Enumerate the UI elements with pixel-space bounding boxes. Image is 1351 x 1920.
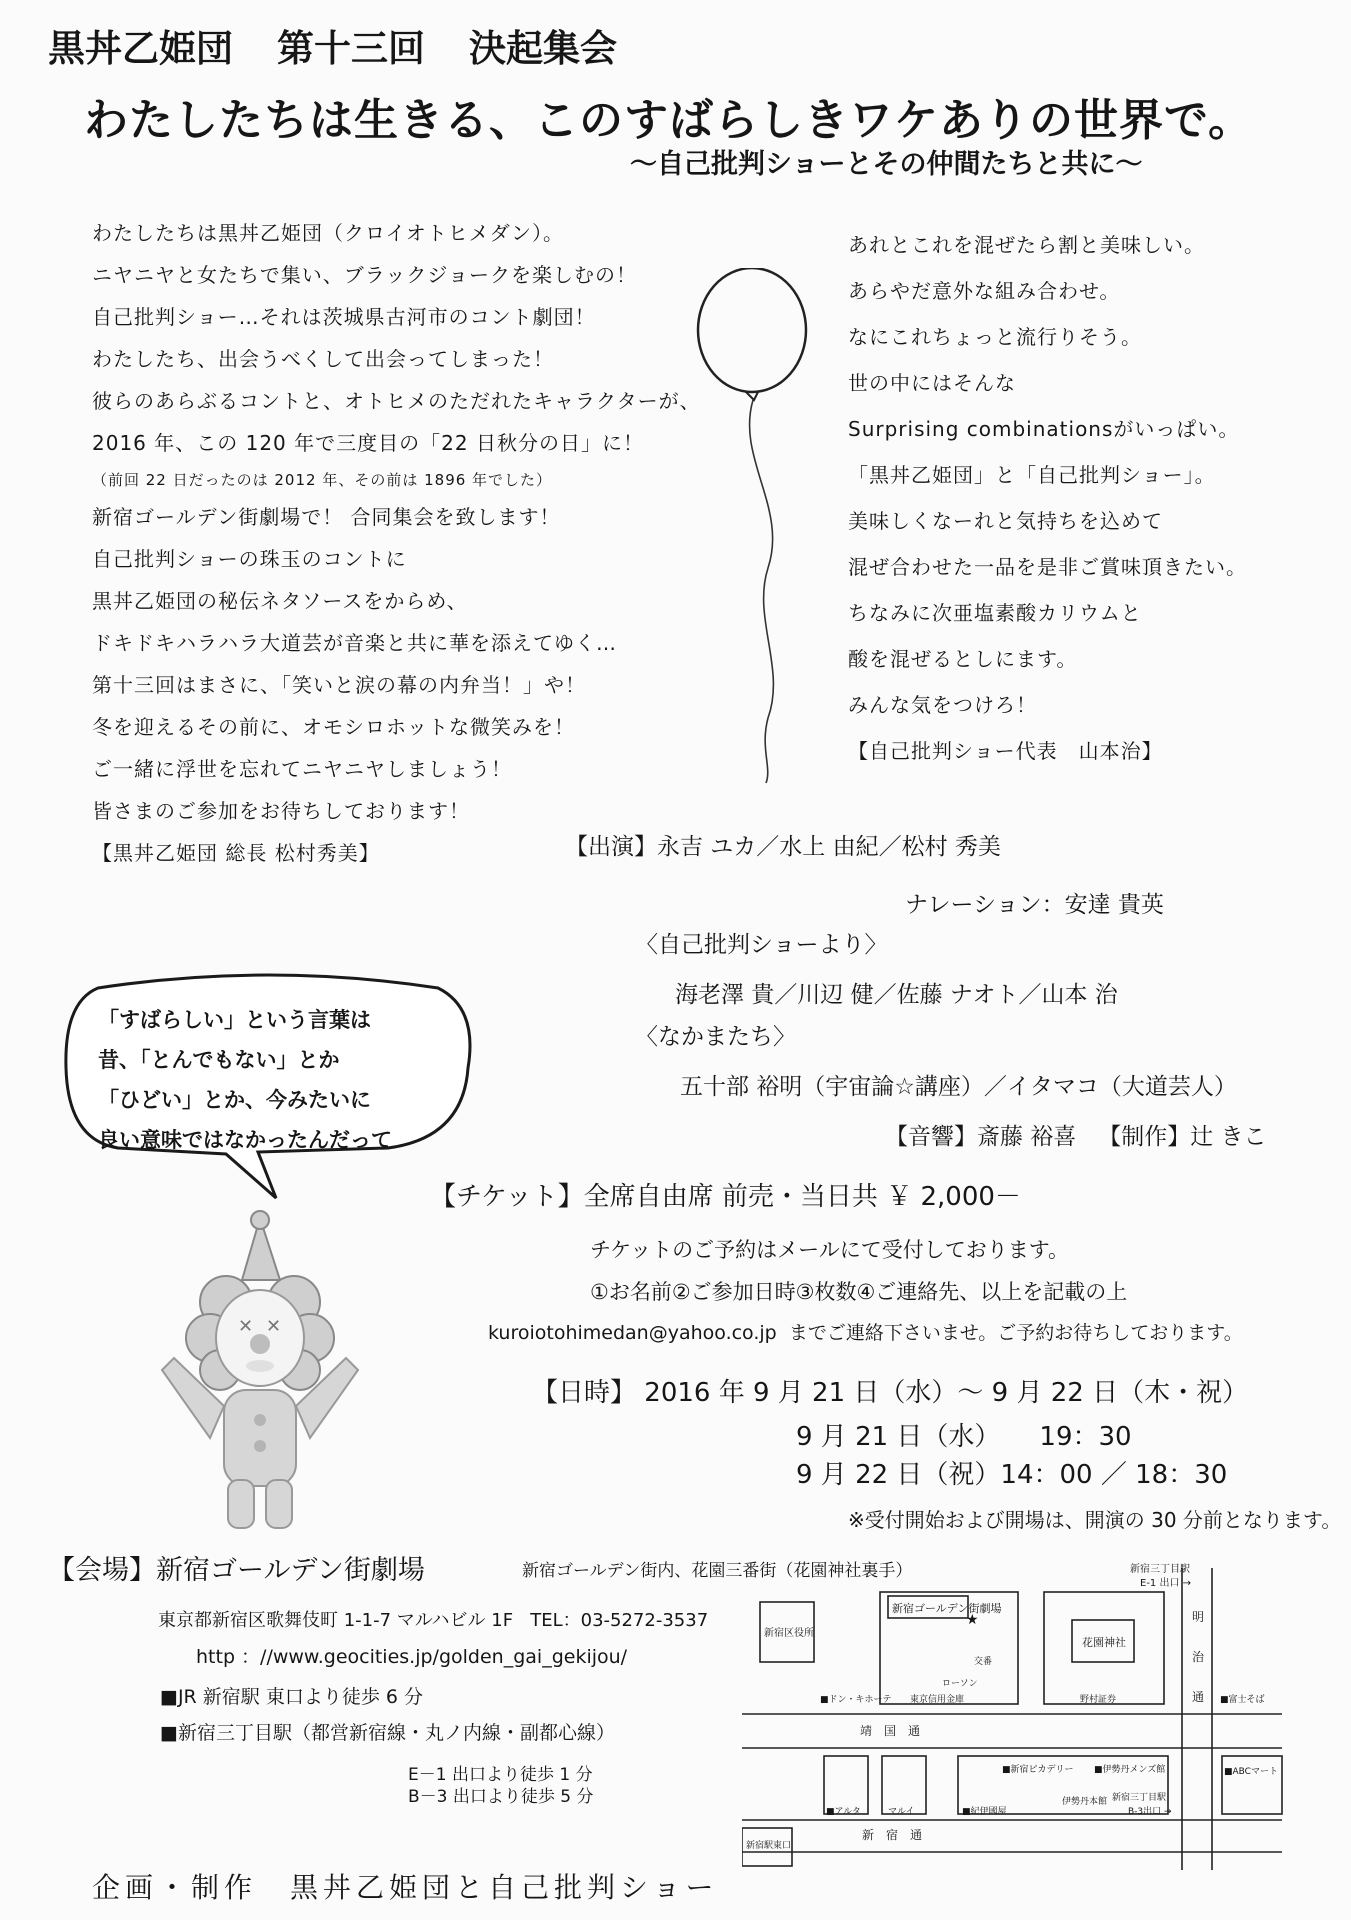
intro-line: 冬を迎えるその前に、オモシロホットな微笑みを！ <box>92 715 575 739</box>
event-name: 決起集会 <box>469 27 617 70</box>
bubble-line: 昔、「とんでもない」とか <box>98 1048 340 1072</box>
map-meiji-2: 治 <box>1192 1650 1205 1664</box>
map-marui: マルイ <box>888 1807 915 1817</box>
contact-email[interactable]: kuroiotohimedan@yahoo.co.jp <box>488 1322 777 1344</box>
map-lines <box>742 1558 1322 1870</box>
svg-text:✕: ✕ <box>238 1316 254 1337</box>
map-exit-e1: E-1 出口 → <box>1140 1578 1192 1589</box>
page-subtitle: ～自己批判ショーとその仲間たちと共に～ <box>630 149 1143 180</box>
edition: 第十三回 <box>277 27 425 70</box>
clown-illustration <box>140 1210 380 1540</box>
ticket-label: 【チケット】 <box>430 1182 584 1212</box>
bubble-line: 「すばらしい」という言葉は <box>98 1008 371 1032</box>
access-subway: ■新宿三丁目駅（都営新宿線・丸ノ内線・副都心線） <box>160 1722 615 1744</box>
cast-group2: 五十部 裕明（宇宙論☆講座）／イタマコ（大道芸人） <box>680 1074 1237 1100</box>
intro-line: 彼らのあらぶるコントと、オトヒメのただれたキャラクターが、 <box>92 389 701 413</box>
intro-line: わたしたち、出会うべくして出会ってしまった！ <box>92 347 554 371</box>
map-isetan: 伊勢丹本館 <box>1062 1797 1108 1807</box>
intro-line: ちなみに次亜塩素酸カリウムと <box>848 601 1142 625</box>
map-donki: ■ドン・キホーテ <box>820 1695 892 1705</box>
map-ward-office: 新宿区役所 <box>764 1628 814 1639</box>
sound-label: 【音響】 <box>885 1124 977 1150</box>
intro-line: 2016 年、この 120 年で三度目の「22 日秋分の日」に！ <box>92 431 644 455</box>
intro-signature: 【黒丼乙姫団 総長 松村秀美】 <box>92 841 380 865</box>
production-label: 【制作】 <box>1098 1124 1191 1150</box>
cast-narration: ナレーション：安達 貴英 <box>905 892 1164 918</box>
intro-line: 混ぜ合わせた一品を是非ご賞味頂きたい。 <box>848 555 1247 579</box>
venue-url[interactable]: http ：//www.geocities.jp/golden_gai_gekijou/ <box>196 1646 628 1668</box>
intro-line: 「黒丼乙姫団」と「自己批判ショー」。 <box>848 463 1216 487</box>
venue-tel: TEL：03-5272-3537 <box>530 1610 709 1631</box>
intro-line: 黒丼乙姫団の秘伝ネタソースをからめ、 <box>92 589 468 613</box>
org-name: 黒丼乙姫団 <box>48 27 233 70</box>
intro-line: 酸を混ぜるとしにます。 <box>848 647 1078 671</box>
access-exit-e1: E－1 出口より徒歩 1 分 <box>408 1765 593 1785</box>
intro-line: ご一緒に浮世を忘れてニヤニヤしましょう！ <box>92 757 512 781</box>
footer-credit: 企画・制作 黒丼乙姫団と自己批判ショー <box>92 1871 719 1904</box>
intro-line: あれとこれを混ぜたら割と美味しい。 <box>848 233 1205 257</box>
map-koban: 交番 <box>974 1657 993 1667</box>
header-line <box>48 18 661 72</box>
map-theater: 新宿ゴールデン街劇場 <box>892 1602 1002 1615</box>
intro-signature: 【自己批判ショー代表 山本治】 <box>848 739 1163 763</box>
intro-line: 美味しくなーれと気持ちを込めて <box>848 509 1163 533</box>
map-alta: ■アルタ <box>826 1807 861 1817</box>
intro-line: みんな気をつけろ！ <box>848 693 1037 717</box>
map-meiji-3: 通 <box>1192 1690 1205 1704</box>
intro-right <box>848 222 1247 774</box>
bubble-line: 良い意味ではなかったんだって <box>98 1128 392 1152</box>
intro-line: 新宿ゴールデン街劇場で！ 合同集会を致します！ <box>92 505 561 529</box>
map-meiji-1: 明 <box>1192 1610 1205 1624</box>
intro-line: 自己批判ショーの珠玉のコントに <box>92 547 407 571</box>
intro-line: （前回 22 日だったのは 2012 年、その前は 1896 年でした） <box>92 471 553 489</box>
map-shrine: 花園神社 <box>1082 1636 1126 1649</box>
map-theater-star: ★ <box>966 1612 979 1628</box>
intro-left <box>92 212 701 874</box>
access-exit-b3: B－3 出口より徒歩 5 分 <box>408 1787 594 1807</box>
cast-label: 【出演】 <box>565 834 657 860</box>
production-name: 辻 きこ <box>1190 1124 1267 1150</box>
map-kinokuniya: ■紀伊國屋 <box>962 1807 1007 1817</box>
balloon-illustration <box>676 268 846 788</box>
map-isetan-mens: ■伊勢丹メンズ館 <box>1094 1765 1166 1775</box>
schedule-note: ※受付開始および開場は、開演の 30 分前となります。 <box>848 1508 1342 1532</box>
cast-main: 永吉 ユカ／水上 由紀／松村 秀美 <box>657 834 1001 860</box>
schedule-range: 2016 年 9 月 21 日（水）～ 9 月 22 日（木・祝） <box>644 1378 1249 1408</box>
intro-line: 自己批判ショー…それは茨城県古河市のコント劇団！ <box>92 305 596 329</box>
venue-name: 新宿ゴールデン街劇場 <box>156 1555 425 1586</box>
map-lawson: ローソン <box>942 1679 978 1689</box>
cast-group2-label: 〈なかまたち〉 <box>635 1024 796 1050</box>
intro-line: Surprising combinationsがいっぱい。 <box>848 417 1240 441</box>
schedule-day2: 9 月 22 日（祝）14：00 ／ 18：30 <box>796 1460 1228 1490</box>
intro-line: あらやだ意外な組み合わせ。 <box>848 279 1121 303</box>
map-exit-b3: B-3出口 → <box>1128 1807 1172 1817</box>
staff-credits <box>885 1118 1267 1151</box>
schedule-label: 【日時】 <box>532 1378 637 1408</box>
cast-group1-label: 〈自己批判ショーより〉 <box>635 932 888 958</box>
venue-area: 新宿ゴールデン街内、花園三番街（花園神社裏手） <box>522 1561 913 1581</box>
map-shinkin: 東京信用金庫 <box>910 1695 965 1705</box>
map-shinjuku-dori: 新 宿 通 <box>862 1828 923 1842</box>
intro-line: 第十三回はまさに、「笑いと涙の幕の内弁当！」や！ <box>92 673 586 697</box>
intro-line: ニヤニヤと女たちで集い、ブラックジョークを楽しむの！ <box>92 263 637 287</box>
map-yasukuni: 靖 国 通 <box>860 1724 921 1738</box>
sound-name: 斎藤 裕喜 <box>977 1124 1077 1150</box>
bubble-line: 「ひどい」とか、今みたいに <box>98 1088 371 1112</box>
map-shinjuku-east: 新宿駅東口 <box>746 1841 792 1851</box>
map-station-top: 新宿三丁目駅 <box>1130 1564 1190 1575</box>
page-title: わたしたちは生きる、このすばらしきワケありの世界で。 <box>84 95 1254 146</box>
ticket-fields: ①お名前②ご参加日時③枚数④ご連絡先、以上を記載の上 <box>590 1280 1128 1304</box>
access-jr: ■JR 新宿駅 東口より徒歩 6 分 <box>160 1686 424 1708</box>
ticket-reserve: チケットのご予約はメールにて受付しております。 <box>590 1238 1070 1262</box>
map-station-b3: 新宿三丁目駅 <box>1112 1793 1167 1803</box>
speech-bubble-text <box>98 1000 392 1160</box>
schedule-day1: 9 月 21 日（水） 19：30 <box>796 1422 1132 1452</box>
map-picadilly: ■新宿ピカデリー <box>1002 1765 1074 1775</box>
svg-text:✕: ✕ <box>266 1316 282 1337</box>
venue-label: 【会場】 <box>48 1555 156 1586</box>
cast-group1: 海老澤 貴／川辺 健／佐藤 ナオト／山本 治 <box>675 982 1118 1008</box>
map-fujisoba: ■富士そば <box>1220 1695 1265 1705</box>
intro-line: 皆さまのご参加をお待ちしております！ <box>92 799 470 823</box>
intro-line: わたしたちは黒丼乙姫団（クロイオトヒメダン）。 <box>92 221 564 245</box>
intro-line: なにこれちょっと流行りそう。 <box>848 325 1142 349</box>
venue-address: 東京都新宿区歌舞伎町 1-1-7 マルハビル 1F <box>158 1610 514 1631</box>
contact-email-suffix: までご連絡下さいませ。ご予約お待ちしております。 <box>788 1322 1243 1344</box>
map-nomura: 野村証券 <box>1080 1695 1117 1705</box>
map-abc: ■ABCマート <box>1224 1767 1278 1777</box>
ticket-price: 全席自由席 前売・当日共 ￥ 2,000－ <box>583 1182 1021 1212</box>
intro-line: 世の中にはそんな <box>848 371 1016 395</box>
intro-line: ドキドキハラハラ大道芸が音楽と共に華を添えてゆく… <box>92 631 617 655</box>
